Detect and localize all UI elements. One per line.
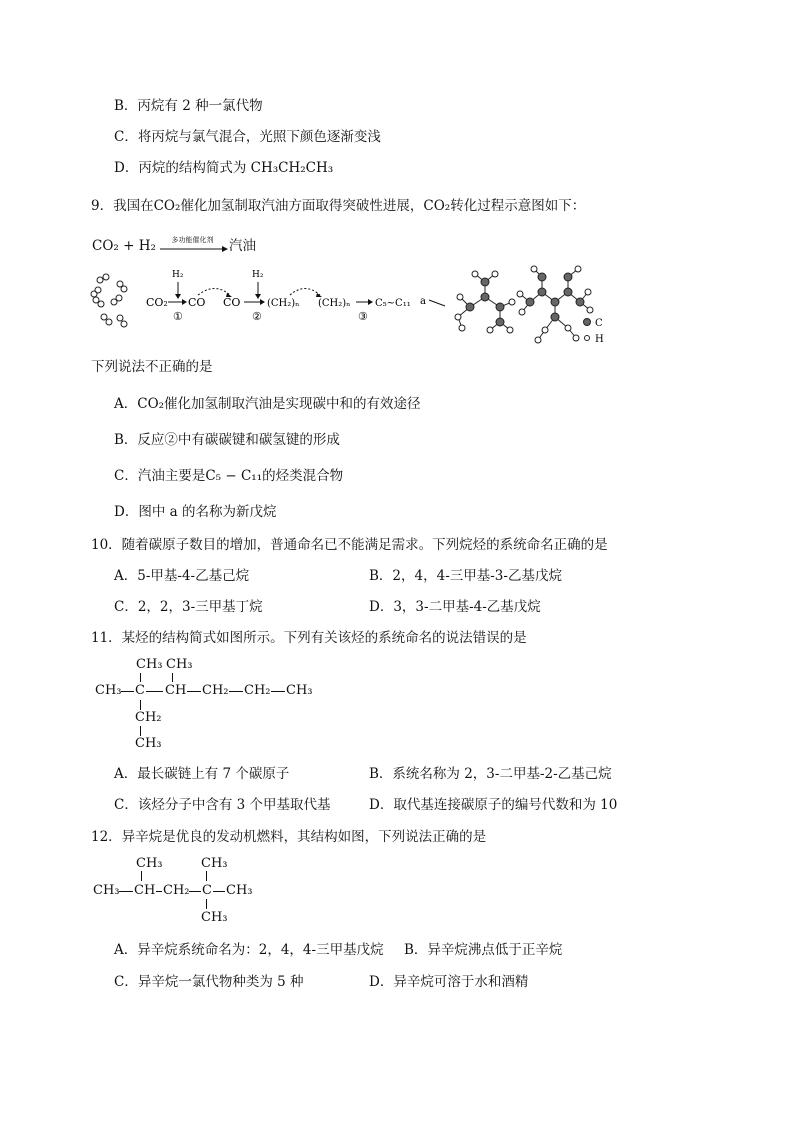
q10-option-b: B．2，4，4-三甲基-3-乙基戊烷 — [369, 568, 562, 584]
q11-option-c: C．该烃分子中含有 3 个甲基取代基 — [114, 797, 331, 813]
q9-equation-right: 汽油 — [229, 238, 256, 254]
q9-option-d: D．图中 a 的名称为新戊烷 — [114, 504, 277, 520]
q11-bond — [140, 700, 141, 710]
q11-bond — [121, 691, 134, 692]
q9-equation-catalyst: 多功能催化剂 — [171, 236, 214, 244]
q9-stem: 9．我国在CO₂催化加氢制取汽油方面取得突破性进展，CO₂转化过程示意图如下： — [91, 198, 586, 214]
diagram-co2: CO₂ — [146, 296, 168, 309]
q8-option-b: B．丙烷有 2 种一氯代物 — [114, 98, 263, 114]
q11-option-b: B．系统名称为 2，3-二甲基-2-乙基己烷 — [369, 766, 612, 782]
q11-c: C — [135, 683, 145, 698]
q11-ch3-right: CH₃ — [286, 683, 313, 698]
diagram-label-a: a — [420, 296, 426, 307]
q11-stem: 11．某烃的结构简式如图所示。下列有关该烃的系统命名的说法错误的是 — [91, 630, 527, 646]
q11-ch2-a: CH₂ — [202, 683, 229, 698]
q12-ch2: CH₂ — [163, 883, 190, 898]
q8-option-c: C．将丙烷与氯气混合，光照下颜色逐渐变浅 — [114, 129, 381, 145]
q11-ch2-down: CH₂ — [135, 710, 162, 725]
q12-bond — [141, 871, 142, 881]
q12-bond — [206, 899, 207, 909]
q12-c: C — [202, 883, 212, 898]
diagram-ch2n-b: (CH₂)ₙ — [318, 298, 351, 309]
q10-option-a: A．5-甲基-4-乙基己烷 — [114, 568, 250, 584]
q11-bond — [187, 691, 201, 692]
q12-stem: 12．异辛烷是优良的发动机燃料，其结构如图，下列说法正确的是 — [91, 829, 487, 845]
legend-carbon-icon — [584, 319, 591, 326]
q12-bond — [206, 871, 207, 881]
q12-bond — [213, 891, 225, 892]
diagram-c5-c11: C₅~C₁₁ — [375, 298, 411, 309]
q12-option-c: C．异辛烷一氯代物种类为 5 种 — [114, 974, 304, 990]
q11-ch3-top-1: CH₃ — [136, 657, 163, 672]
q12-bond — [119, 891, 133, 892]
q12-option-a: A．异辛烷系统命名为：2，4，4-三甲基戊烷 — [114, 942, 384, 958]
q8-option-d-formula: CH₃CH₂CH₃ — [250, 160, 334, 176]
q11-bond — [146, 691, 163, 692]
q11-option-d: D．取代基连接碳原子的编号代数和为 10 — [369, 797, 618, 813]
q12-ch3-right: CH₃ — [226, 883, 253, 898]
q11-bond — [271, 691, 285, 692]
legend-hydrogen-icon — [585, 336, 590, 341]
q8-option-d — [114, 159, 333, 177]
q9-prompt: 下列说法不正确的是 — [91, 359, 213, 375]
legend-c: C — [595, 318, 603, 329]
q9-conversion-diagram — [90, 262, 630, 352]
q11-option-a: A．最长碳链上有 7 个碳原子 — [114, 766, 290, 782]
molecule-large-icon — [517, 266, 593, 343]
q11-ch3-left: CH₃ — [95, 683, 122, 698]
q11-ch3-down: CH₃ — [135, 736, 162, 751]
diagram-step-3: ③ — [358, 310, 368, 323]
diagram-h2-b: H₂ — [252, 270, 264, 280]
q12-ch3-up-2: CH₃ — [201, 856, 228, 871]
q10-option-d: D．3，3-二甲基-4-乙基戊烷 — [369, 599, 541, 615]
q9-option-c: C．汽油主要是C₅ − C₁₁的烃类混合物 — [114, 468, 344, 484]
molecule-a-icon — [455, 271, 515, 333]
q9-option-a: A．CO₂催化加氢制取汽油是实现碳中和的有效途径 — [114, 396, 421, 412]
q11-bond — [140, 673, 141, 682]
q9-equation — [92, 237, 156, 255]
q12-ch3-up-1: CH₃ — [136, 856, 163, 871]
q11-ch3-top-2: CH₃ — [166, 657, 193, 672]
q12-ch: CH — [134, 883, 156, 898]
q10-stem: 10．随着碳原子数目的增加，普通命名已不能满足需求。下列烷烃的系统命名正确的是 — [91, 537, 608, 553]
q12-bond — [189, 891, 201, 892]
diagram-step-1: ① — [173, 310, 183, 323]
q9-equation-arrow — [158, 245, 228, 253]
q8-option-d-text: D．丙烷的结构简式为 — [114, 160, 251, 176]
q12-option-b: B．异辛烷沸点低于正辛烷 — [404, 942, 563, 958]
q11-ch: CH — [165, 683, 187, 698]
q10-option-c: C．2，2，3-三甲基丁烷 — [114, 599, 263, 615]
co2-molecules-icon — [91, 274, 127, 327]
q12-option-d: D．异辛烷可溶于水和酒精 — [369, 974, 529, 990]
q12-ch3-left: CH₃ — [93, 883, 120, 898]
diagram-step-2: ② — [252, 310, 262, 323]
q11-bond — [172, 673, 173, 682]
q11-bond — [229, 691, 243, 692]
diagram-ch2n-a: (CH₂)ₙ — [267, 298, 300, 309]
q11-ch2-b: CH₂ — [244, 683, 271, 698]
diagram-co-a: CO — [188, 296, 206, 309]
q12-bond — [156, 891, 162, 892]
q11-bond — [140, 726, 141, 736]
q12-ch3-down: CH₃ — [201, 910, 228, 925]
q9-equation-left: CO₂ + H₂ — [92, 238, 156, 254]
diagram-co-b: CO — [223, 296, 241, 309]
q9-option-b: B．反应②中有碳碳键和碳氢键的形成 — [114, 432, 340, 448]
diagram-h2-a: H₂ — [172, 270, 184, 280]
legend-h: H — [595, 334, 604, 345]
